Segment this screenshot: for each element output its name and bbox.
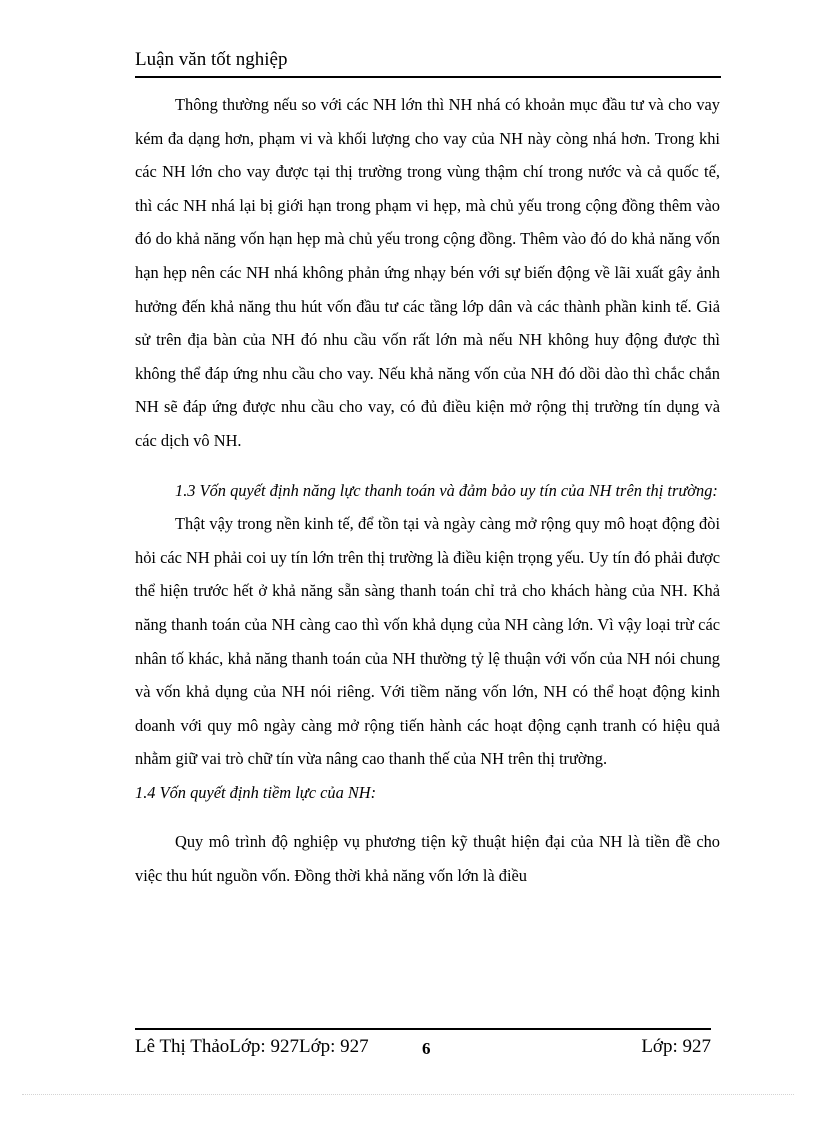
paragraph-3: Quy mô trình độ nghiệp vụ phương tiện kỹ thuật hiện đại của NH là tiền đề cho việc thu hút nguồn vốn. Đồng thời khả năng vốn lớn là điều <box>135 832 720 886</box>
footer-author-class: Lê Thị ThảoLớp: 927Lớp: 927 <box>135 1036 369 1057</box>
section-heading-1-3: 1.3 Vốn quyết định năng lực thanh toán và đảm bảo uy tín của NH trên thị trường: <box>175 480 718 500</box>
section-heading-1-4: 1.4 Vốn quyết định tiềm lực của NH: <box>135 782 377 802</box>
footer-divider <box>135 1028 711 1030</box>
page-bottom-edge <box>22 1094 794 1095</box>
page-number: 6 <box>422 1039 431 1058</box>
footer-class: Lớp: 927 <box>641 1036 711 1057</box>
header-title: Luận văn tốt nghiệp <box>135 49 288 70</box>
paragraph-2: Thật vậy trong nền kinh tế, để tồn tại và ngày càng mở rộng quy mô hoạt động đòi hỏi các NH phải coi uy tín lớn trên thị trường là điều kiện trọng yếu. Uy tín đó phải được thể hiện trước hết ở khả năng sẵn sàng thanh toán chỉ trả cho khách hàng của NH. Khả năng thanh toán của NH càng cao thì vốn khả dụng của NH càng lớn. Vì vậy loại trừ các nhân tố khác, khả năng thanh toán của NH thường tỷ lệ thuận với vốn của NH nói chung và vốn khả dụng của NH nói riêng. Với tiềm năng vốn lớn, NH có thể hoạt động kinh doanh với quy mô ngày càng mở rộng tiến hành các hoạt động cạnh tranh có hiệu quả nhằm giữ vai trò chữ tín vừa nâng cao thanh thế của NH trên thị trường. <box>135 514 720 769</box>
document-body <box>135 88 720 893</box>
paragraph-1: Thông thường nếu so với các NH lớn thì NH nhá có khoản mục đầu tư và cho vay kém đa dạng hơn, phạm vi và khối lượng cho vay của NH này còng nhá hơn. Trong khi các NH lớn cho vay được tại thị trường trong vùng thậm chí trong nước và cả quốc tế, thì các NH nhá lại bị giới hạn trong phạm vi hẹp, mà chủ yếu trong cộng đồng thêm vào đó do khả năng vốn hạn hẹp mà chủ yếu trong cộng đồng. Thêm vào đó do khả năng vốn hạn hẹp nên các NH nhá không phản ứng nhạy bén với sự biến động về lãi xuất gây ảnh hưởng đến khả năng thu hút vốn đầu tư các tầng lớp dân và các thành phần kinh tế. Giả sử trên địa bàn của NH đó nhu cầu vốn rất lớn mà nếu NH không huy động được thì không thể đáp ứng nhu cầu cho vay. Nếu khả năng vốn của NH đó dồi dào thì chắc chắn NH sẽ đáp ứng được nhu cầu cho vay, có đủ điều kiện mở rộng thị trường tín dụng và các dịch vô NH. <box>135 95 720 450</box>
page-header <box>135 46 721 78</box>
